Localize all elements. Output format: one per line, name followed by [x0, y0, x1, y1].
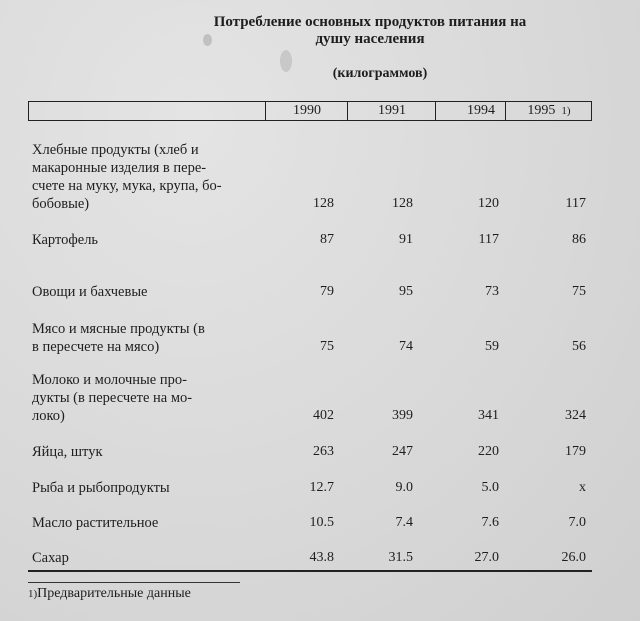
cell-value: 56: [572, 339, 586, 354]
cell-value: 263: [313, 444, 334, 459]
row-label: Мясо и мясные продукты (в в пересчете на мясо): [32, 321, 205, 355]
cell-value: 128: [313, 196, 334, 211]
table-row: [32, 549, 592, 567]
cell-value: x: [579, 480, 586, 495]
cell-value: 220: [478, 444, 499, 459]
row-label: Хлебные продукты (хлеб и макаронные изделия в пере- счете на муку, мука, крупа, бо- бобовые): [32, 142, 222, 212]
cell-value: 7.6: [481, 515, 499, 530]
cell-value: 95: [399, 284, 413, 299]
table-row: [32, 371, 592, 425]
table-row: [32, 231, 592, 249]
cell-value: 75: [572, 284, 586, 299]
cell-value: 247: [392, 444, 413, 459]
cell-value: 75: [320, 339, 334, 354]
cell-value: 91: [399, 232, 413, 247]
cell-value: 7.4: [395, 515, 413, 530]
row-label: Молоко и молочные про- дукты (в пересчете на мо- локо): [32, 372, 193, 424]
cell-value: 5.0: [481, 480, 499, 495]
ink-smudge: [280, 50, 292, 72]
table-bottom-rule: [28, 570, 592, 572]
table-title: Потребление основных продуктов питания на душу населения: [213, 14, 527, 47]
cell-value: 399: [392, 408, 413, 423]
year-header-text: 1995: [527, 103, 556, 118]
row-label: Овощи и бахчевые: [32, 284, 148, 300]
cell-value: 87: [320, 232, 334, 247]
row-label: Картофель: [32, 232, 99, 248]
cell-value: 59: [485, 339, 499, 354]
cell-value: 128: [392, 196, 413, 211]
cell-value: 43.8: [309, 550, 334, 565]
cell-value: 74: [399, 339, 413, 354]
cell-value: 117: [565, 196, 586, 211]
year-header: 1994: [435, 102, 526, 120]
cell-value: 341: [478, 408, 499, 423]
cell-value: 117: [478, 232, 499, 247]
cell-value: 26.0: [561, 550, 586, 565]
cell-value: 120: [478, 196, 499, 211]
cell-value: 12.7: [309, 480, 334, 495]
cell-value: 86: [572, 232, 586, 247]
table-row: [32, 320, 592, 356]
cell-value: 402: [313, 408, 334, 423]
cell-value: 10.5: [309, 515, 334, 530]
cell-value: 324: [565, 408, 586, 423]
table-row: [32, 283, 592, 301]
row-label: Масло растительное: [32, 515, 159, 531]
unit-label: (килограммов): [332, 66, 428, 81]
footnote-mark: 1): [28, 588, 38, 600]
row-label: Яйца, штук: [32, 444, 103, 460]
cell-value: 79: [320, 284, 334, 299]
table-row: [32, 479, 592, 497]
cell-value: 179: [565, 444, 586, 459]
row-label: Рыба и рыбопродукты: [32, 480, 170, 496]
year-header: 1990: [265, 102, 348, 120]
cell-value: 27.0: [474, 550, 499, 565]
cell-value: 7.0: [568, 515, 586, 530]
table-header: [28, 101, 592, 121]
footnote: [28, 586, 191, 602]
footnote-divider: [28, 582, 240, 583]
year-header: 1991: [347, 102, 436, 120]
row-label: Сахар: [32, 550, 69, 566]
footnote-text: Предварительные данные: [37, 586, 191, 601]
table-row: [32, 514, 592, 532]
cell-value: 9.0: [395, 480, 413, 495]
table-row: [32, 141, 592, 213]
cell-value: 31.5: [388, 550, 413, 565]
year-header: [505, 102, 592, 120]
cell-value: 73: [485, 284, 499, 299]
table-row: [32, 443, 592, 461]
footnote-mark: 1): [561, 105, 571, 117]
